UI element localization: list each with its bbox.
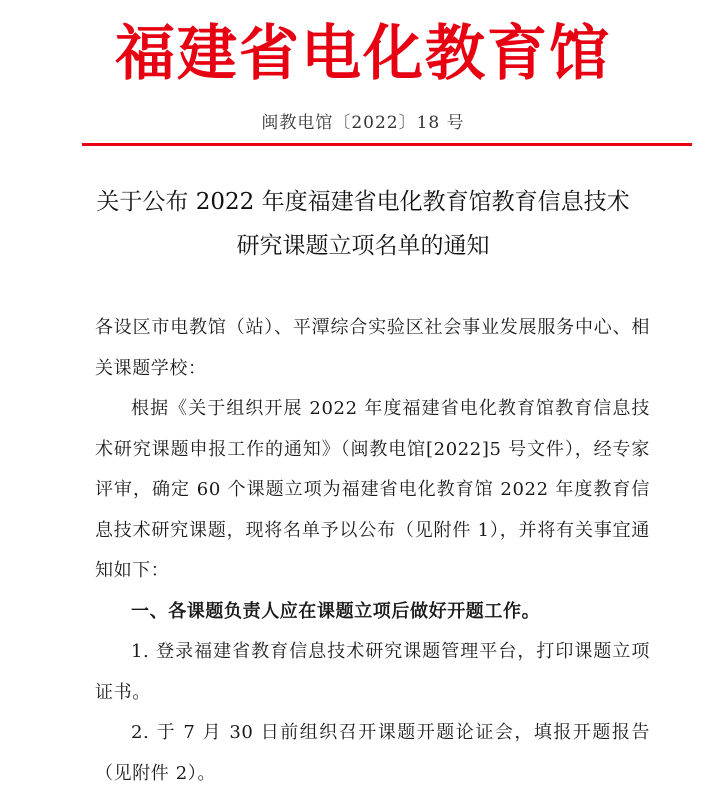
- notice-title: [60, 180, 666, 268]
- notice-title-line-2: 研究课题立项名单的通知: [236, 233, 490, 259]
- notice-body: [95, 308, 650, 794]
- paragraph-intro: 根据《关于组织开展 2022 年度福建省电化教育馆教育信息技术研究课题申报工作的通知》（闽教电馆[2022]5 号文件），经专家评审，确定 60 个课题立项为福建省电化教育馆 2022 年度教育信息技术研究课题，现将名单予以公布（见附件 1），并将有关事宜通知如下：: [95, 398, 650, 581]
- document-number: 闽教电馆〔2022〕18 号: [261, 113, 465, 133]
- section-heading-1: 一、各课题负责人应在课题立项后做好开题工作。: [131, 600, 541, 622]
- notice-title-line-1: 关于公布 2022 年度福建省电化教育馆教育信息技术: [96, 189, 630, 215]
- list-item-2: 2. 于 7 月 30 日前组织召开课题开题论证会，填报开题报告（见附件 2）。: [95, 722, 650, 784]
- list-item-1: 1. 登录福建省教育信息技术研究课题管理平台，打印课题立项证书。: [95, 641, 650, 703]
- salutation: 各设区市电教馆（站）、平潭综合实验区社会事业发展服务中心、相关课题学校：: [95, 317, 650, 379]
- red-divider: [82, 143, 692, 146]
- masthead-organization: 福建省电化教育馆: [115, 19, 611, 89]
